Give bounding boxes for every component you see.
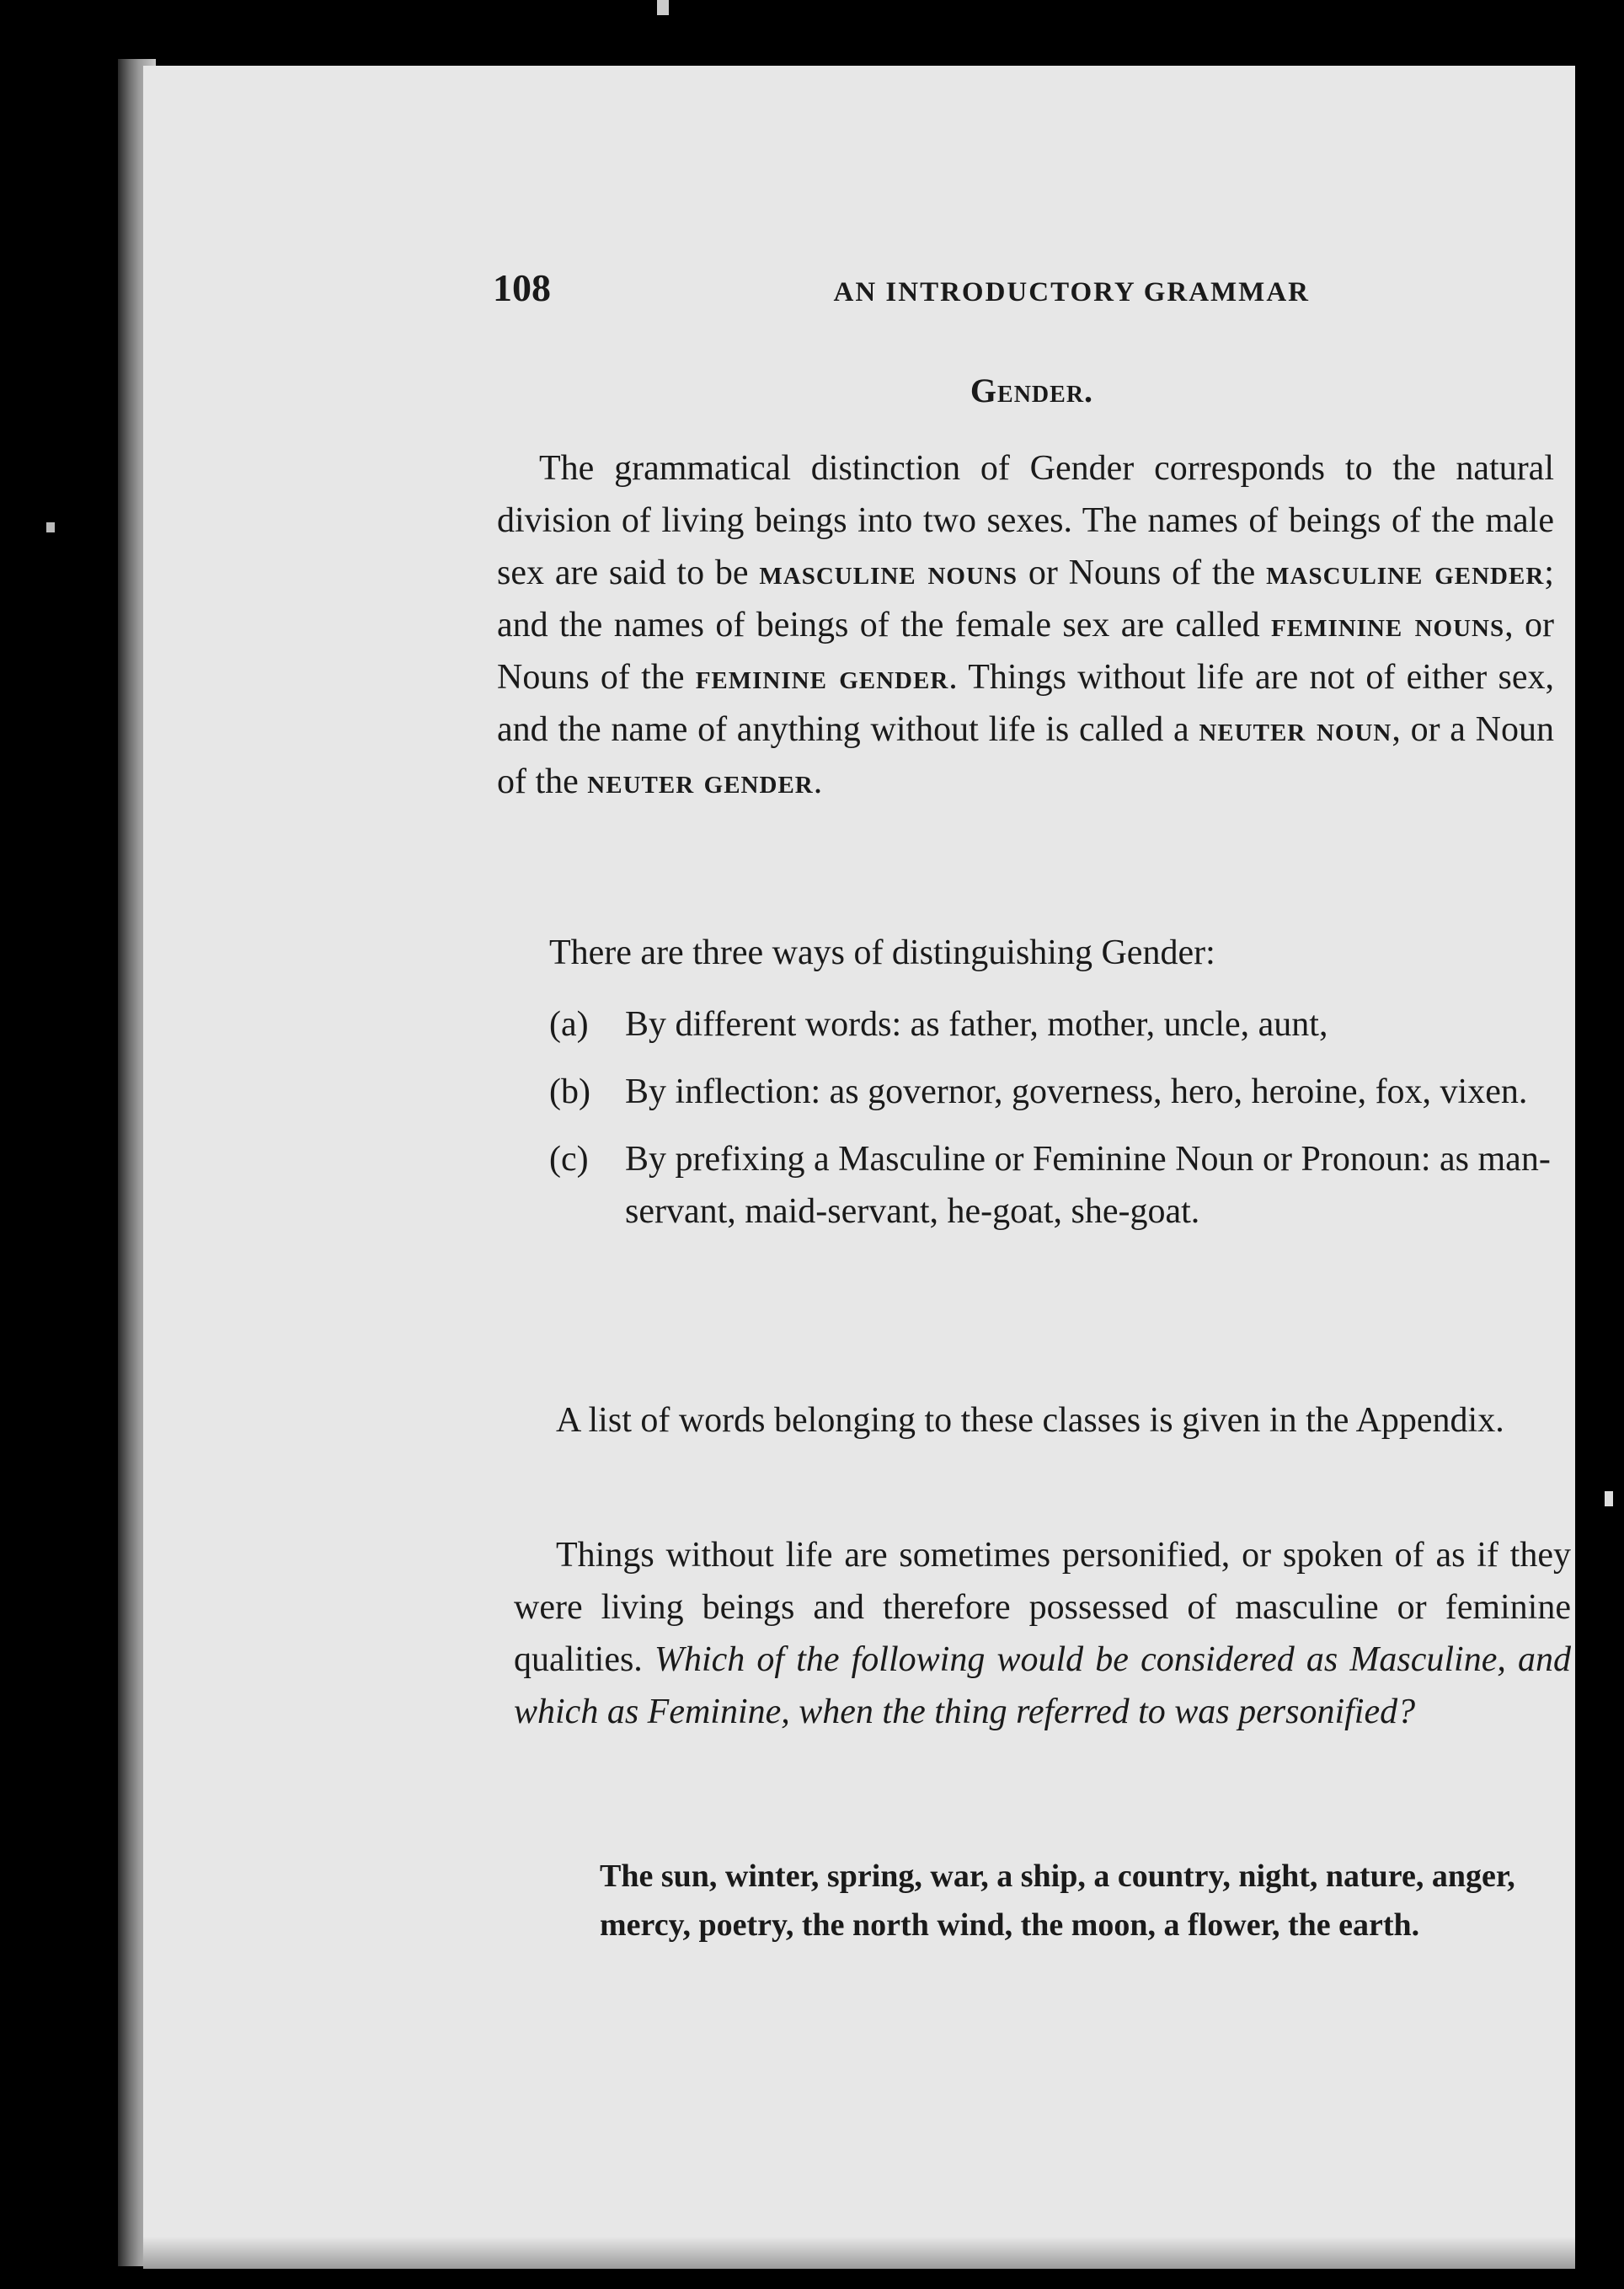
list-item: [549, 1133, 1573, 1238]
list-marker: (c): [549, 1140, 589, 1179]
term-masculine-gender: masculine gender: [1266, 554, 1545, 592]
scan-artifact: [657, 0, 669, 15]
text-span: , or Nouns of the: [497, 606, 1554, 697]
text-span: . Things without life are not of either sex, and the name of anything without life is called a: [497, 658, 1554, 749]
paragraph-appendix: A list of words belonging to these classes is given in the Appendix.: [556, 1401, 1504, 1440]
paragraph-personification: [514, 1529, 1571, 1738]
term-neuter-noun: neuter noun: [1199, 710, 1392, 749]
list-item: [549, 1066, 1573, 1118]
list-item-text: By inflection: as governor, governess, hero, heroine, fox, vixen.: [625, 1072, 1528, 1111]
scan-artifact: [46, 522, 55, 532]
text-span: The grammatical distinction of Gender corresponds to the natural division of living beings into two sexes. The names of beings of the male sex are said to be: [497, 449, 1554, 592]
list-item: [549, 998, 1573, 1051]
text-span: , or a Noun of the: [497, 710, 1555, 801]
text-span: .: [813, 762, 823, 801]
text-span: ; and the names of beings of the female sex are called: [497, 554, 1554, 644]
term-masculine-nouns: masculine nouns: [759, 554, 1018, 592]
exercise-question: Which of the following would be considered as Masculine, and which as Feminine, when the thing referred to was personified?: [514, 1640, 1572, 1731]
list-item-text: By prefixing a Masculine or Feminine Noun or Pronoun: as man-servant, maid-servant, he-goat, she-goat.: [625, 1140, 1551, 1231]
term-neuter-gender: neuter gender: [587, 762, 814, 801]
page-number: 108: [493, 266, 551, 309]
list-marker: (a): [549, 1005, 589, 1044]
term-feminine-nouns: feminine nouns: [1271, 606, 1505, 644]
text-span: or Nouns of the: [1018, 554, 1267, 592]
running-head: [493, 265, 1360, 310]
gender-methods-list: [549, 998, 1573, 1253]
section-heading: Gender.: [970, 372, 1094, 409]
page-bottom-shadow: [143, 2237, 1575, 2270]
paragraph-three-ways: There are three ways of distinguishing Gender:: [549, 933, 1215, 972]
term-feminine-gender: feminine gender: [695, 658, 949, 697]
scan-artifact: [1605, 1491, 1613, 1506]
paragraph-gender-definition: [497, 442, 1554, 808]
exercise-word-list: The sun, winter, spring, war, a ship, a country, night, nature, anger, mercy, poetry, the north wind, the moon, a flower, the earth.: [600, 1858, 1515, 1943]
list-marker: (b): [549, 1072, 590, 1111]
list-item-text: By different words: as father, mother, uncle, aunt,: [625, 1005, 1328, 1044]
running-title: AN INTRODUCTORY GRAMMAR: [833, 277, 1310, 308]
text-span: Things without life are sometimes personified, or spoken of as if they were living beings and therefore possessed of masculine or feminine qualities.: [514, 1536, 1571, 1679]
